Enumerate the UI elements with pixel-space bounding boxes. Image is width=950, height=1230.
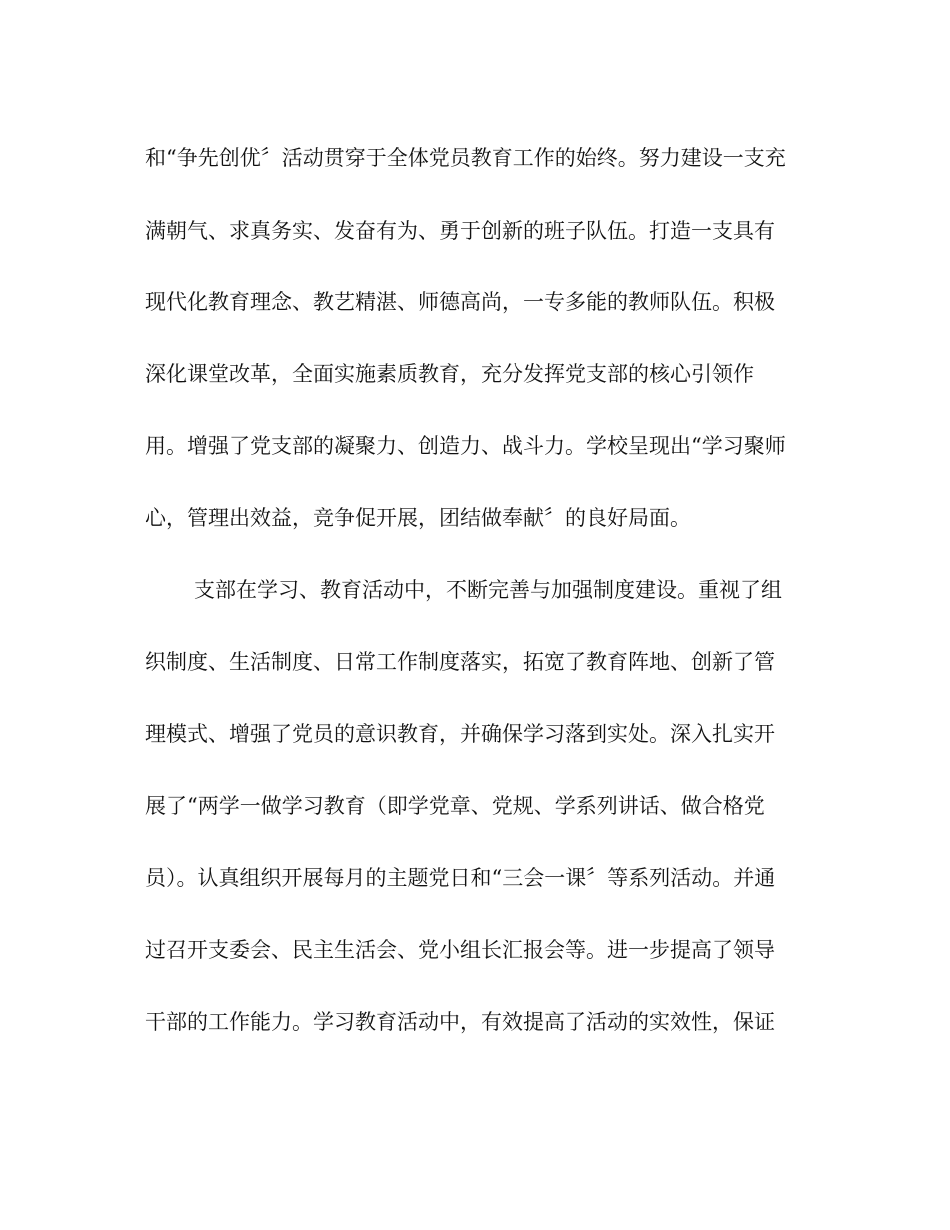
paragraph-line: 织制度、生活制度、日常工作制度落实，拓宽了教育阵地、创新了管 [145,650,775,674]
paragraph-line: 深化课堂改革，全面实施素质教育，充分发挥党支部的核心引领作 [145,362,754,386]
paragraph-line: 展了“两学一做学习教育（即学党章、党规、学系列讲话、做合格党 [145,794,765,818]
paragraph-line: 过召开支委会、民主生活会、党小组长汇报会等。进一步提高了领导 [145,938,775,962]
paragraph-line: 员）。认真组织开展每月的主题党日和“三会一课〞等系列活动。并通 [145,866,776,890]
paragraph-line: 和“争先创优〞活动贯穿于全体党员教育工作的始终。努力建设一支充 [145,146,786,170]
paragraph-first-line: 支部在学习、教育活动中，不断完善与加强制度建设。重视了组 [194,578,782,602]
paragraph-line: 干部的工作能力。学习教育活动中，有效提高了活动的实效性，保证 [145,1010,775,1034]
paragraph-line: 满朝气、求真务实、发奋有为、勇于创新的班子队伍。打造一支具有 [145,219,775,243]
paragraph-line: 用。增强了党支部的凝聚力、创造力、战斗力。学校呈现出“学习聚师 [145,434,786,458]
paragraph-line: 现代化教育理念、教艺精湛、师德高尚，一专多能的教师队伍。积极 [145,290,775,314]
paragraph-line: 理模式、增强了党员的意识教育，并确保学习落到实处。深入扎实开 [145,722,775,746]
paragraph-line: 心，管理出效益，竞争促开展，团结做奉献〞的良好局面。 [145,506,691,530]
